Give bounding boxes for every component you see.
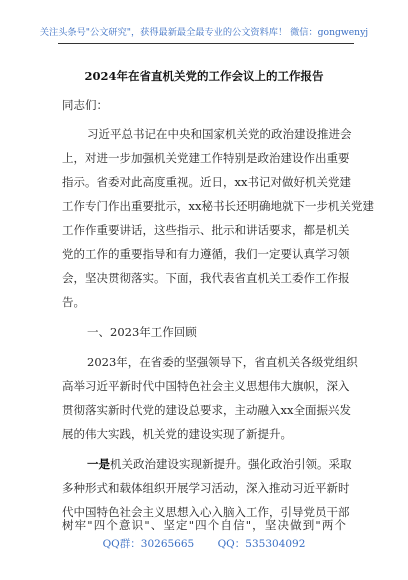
paragraph-line: 代中国特色社会主义思想入心入脑入工作，引导党员干部 [62, 505, 350, 519]
paragraph-line: 高举习近平新时代中国特色社会主义思想伟大旗帜，深入 [62, 379, 350, 393]
paragraph-line-text: 机关政治建设实现新提升。强化政治引领。采取 [110, 457, 352, 471]
header-banner: 关注头条号"公文研究"，获得最新最全最专业的公文资料库！ 微信：gongwenyj [39, 27, 369, 38]
paragraph-line: 贯彻落实新时代党的建设总要求，主动融入xx全面振兴发 [62, 403, 351, 417]
paragraph-line: 树牢"四个意识"、坚定"四个自信"，坚决做到"两个 [62, 518, 346, 532]
paragraph-line: 习近平总书记在中央和国家机关党的政治建设推进会 [87, 127, 352, 141]
footer-qq-number: QQ：535304092 [217, 538, 306, 550]
paragraph-line: 多种形式和载体组织开展学习活动，深入推动习近平新时 [62, 481, 350, 495]
paragraph-line: 2023年，在省委的坚强领导下，省直机关各级党组织 [87, 355, 358, 369]
paragraph-line: 工作专门作出重要批示，xx秘书长还明确地就下一步机关党建 [62, 199, 374, 213]
paragraph-line: 会，坚决贯彻落实。下面，我代表省直机关工委作工作报 [62, 271, 350, 285]
paragraph-line: 工作作重要讲话，这些指示、批示和讲话要求，都是机关 [62, 223, 350, 237]
footer-qq-group: QQ群：30265665 [102, 538, 195, 550]
footer-contacts [0, 536, 408, 551]
section-heading: 一、2023年工作回顾 [87, 325, 197, 339]
paragraph-line: 告。 [62, 295, 85, 309]
paragraph-line: 展的伟大实践，机关党的建设实现了新提升。 [62, 427, 292, 441]
paragraph-lead: 一是 [87, 457, 110, 471]
paragraph-line: 党的工作的重要指导和有力遵循，我们一定要认真学习领 [62, 247, 350, 261]
header-divider [58, 43, 354, 44]
salutation: 同志们： [62, 98, 108, 112]
paragraph-line: 上，对进一步加强机关党建工作特别是政治建设作出重要 [62, 151, 350, 165]
document-title: 2024年在省直机关党的工作会议上的工作报告 [84, 69, 324, 83]
paragraph-line [87, 457, 352, 471]
paragraph-line: 指示。省委对此高度重视。近日，xx书记对做好机关党建 [62, 175, 351, 189]
